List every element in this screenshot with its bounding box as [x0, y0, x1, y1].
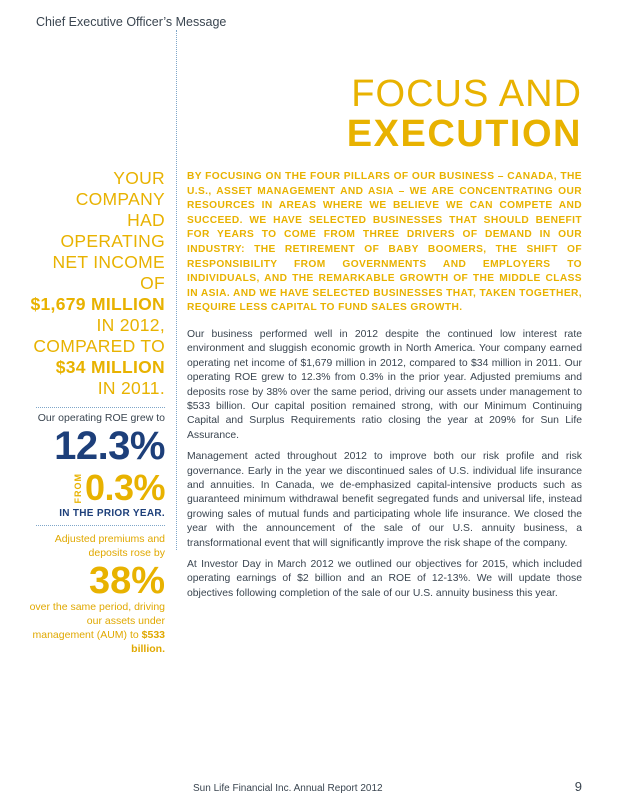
roe-caption: Our operating ROE grew to	[37, 412, 165, 424]
from-label: FROM	[72, 472, 83, 504]
net-income-2011: $34 MILLION	[55, 357, 165, 377]
headline-line: IN 2012,	[96, 315, 165, 335]
headline-line: YOUR COMPANY	[75, 168, 165, 209]
page-title	[347, 74, 582, 154]
section-label: Chief Executive Officer’s Message	[36, 15, 227, 29]
footer-report-name: Sun Life Financial Inc. Annual Report 2012	[193, 783, 383, 794]
adjusted-value: 38%	[88, 560, 165, 602]
roe-value: 12.3%	[54, 424, 165, 468]
from-value: 0.3%	[84, 467, 165, 508]
adjusted-tail-text: over the same period, driving our assets under management (AUM) to	[29, 601, 165, 641]
title-line-2: EXECUTION	[346, 113, 582, 155]
aum-amount: $533 billion.	[131, 629, 165, 655]
headline-line	[24, 294, 165, 315]
sidebar-divider	[36, 407, 165, 408]
lead-paragraph: BY FOCUSING ON THE FOUR PILLARS OF OUR BUSINESS – CANADA, THE U.S., ASSET MANAGEMENT AND ASIA – WE ARE CONCENTRATING OUR RESOURCES IN AREAS WHERE WE BELIEVE WE CAN COMPETE AND SUCCEED. WE HAVE SELECTED BUSINESSES THAT SHOULD BENEFIT FOR YEARS TO COME FROM THREE DRIVERS OF DEMAND IN OUR INDUSTRY: THE RETIREMENT OF BABY BOOMERS, THE SHIFT OF RESPONSIBILITY FROM GOVERNMENTS AND EMPLOYERS TO INDIVIDUALS, AND THE REMARKABLE GROWTH OF THE MIDDLE CLASS IN ASIA. AND WE HAVE SELECTED BUSINESSES THAT, TAKEN TOGETHER, REQUIRE LESS CAPITAL TO FUND SALES GROWTH.	[187, 171, 582, 314]
prior-year-label: IN THE PRIOR YEAR.	[59, 508, 165, 519]
headline-line: NET INCOME OF	[52, 252, 165, 293]
net-income-2012: $1,679 MILLION	[30, 294, 165, 314]
headline-line: HAD OPERATING	[60, 210, 165, 251]
sidebar-headline	[24, 168, 165, 399]
vertical-divider	[176, 30, 177, 550]
sidebar	[24, 168, 165, 656]
main-column	[187, 170, 582, 608]
headline-line: IN 2011.	[97, 378, 165, 398]
adjusted-caption: Adjusted premiums and deposits rose by	[54, 533, 165, 559]
from-row	[24, 468, 165, 508]
body-paragraph: At Investor Day in March 2012 we outlined our objectives for 2015, which included operating earnings of $2 billion and an ROE of 12-13%. We will update those objectives following completion of the sale of our U.S. annuity business this year.	[187, 559, 582, 599]
title-line-1: FOCUS AND	[351, 73, 582, 115]
headline-line	[24, 357, 165, 378]
page-number: 9	[574, 779, 582, 794]
headline-line: COMPARED TO	[33, 336, 165, 356]
adjusted-tail	[24, 600, 165, 656]
sidebar-divider	[36, 525, 165, 526]
body-paragraph: Our business performed well in 2012 despite the continued low interest rate environment and sluggish economic growth in North America. Your company earned operating net income of $1,679 million in 2012, compared to $34 million in 2011. Our operating ROE grew to 12.3% from 0.3% in the prior year. Adjusted premiums and deposits rose by 38% over the same period, driving our assets under management to $533 billion. Our capital position remained strong, with our Minimum Continuing Capital and Surplus Requirements ratio closing the year at 209% for Sun Life Assurance.	[187, 328, 582, 441]
body-paragraph: Management acted throughout 2012 to improve both our risk profile and risk governance. Early in the year we discontinued sales of U.S. individual life insurance and annuities. In Canada, we de-emphasized capital-intensive products such as guaranteed minimum withdrawal benefit segregated funds and universal life, instead growing sales of mutual funds and participating whole life insurance. We closed the year with the announcement of the sale of our U.S. annuity business, a transformational event that will significantly improve the risk shape of the company.	[187, 451, 582, 549]
